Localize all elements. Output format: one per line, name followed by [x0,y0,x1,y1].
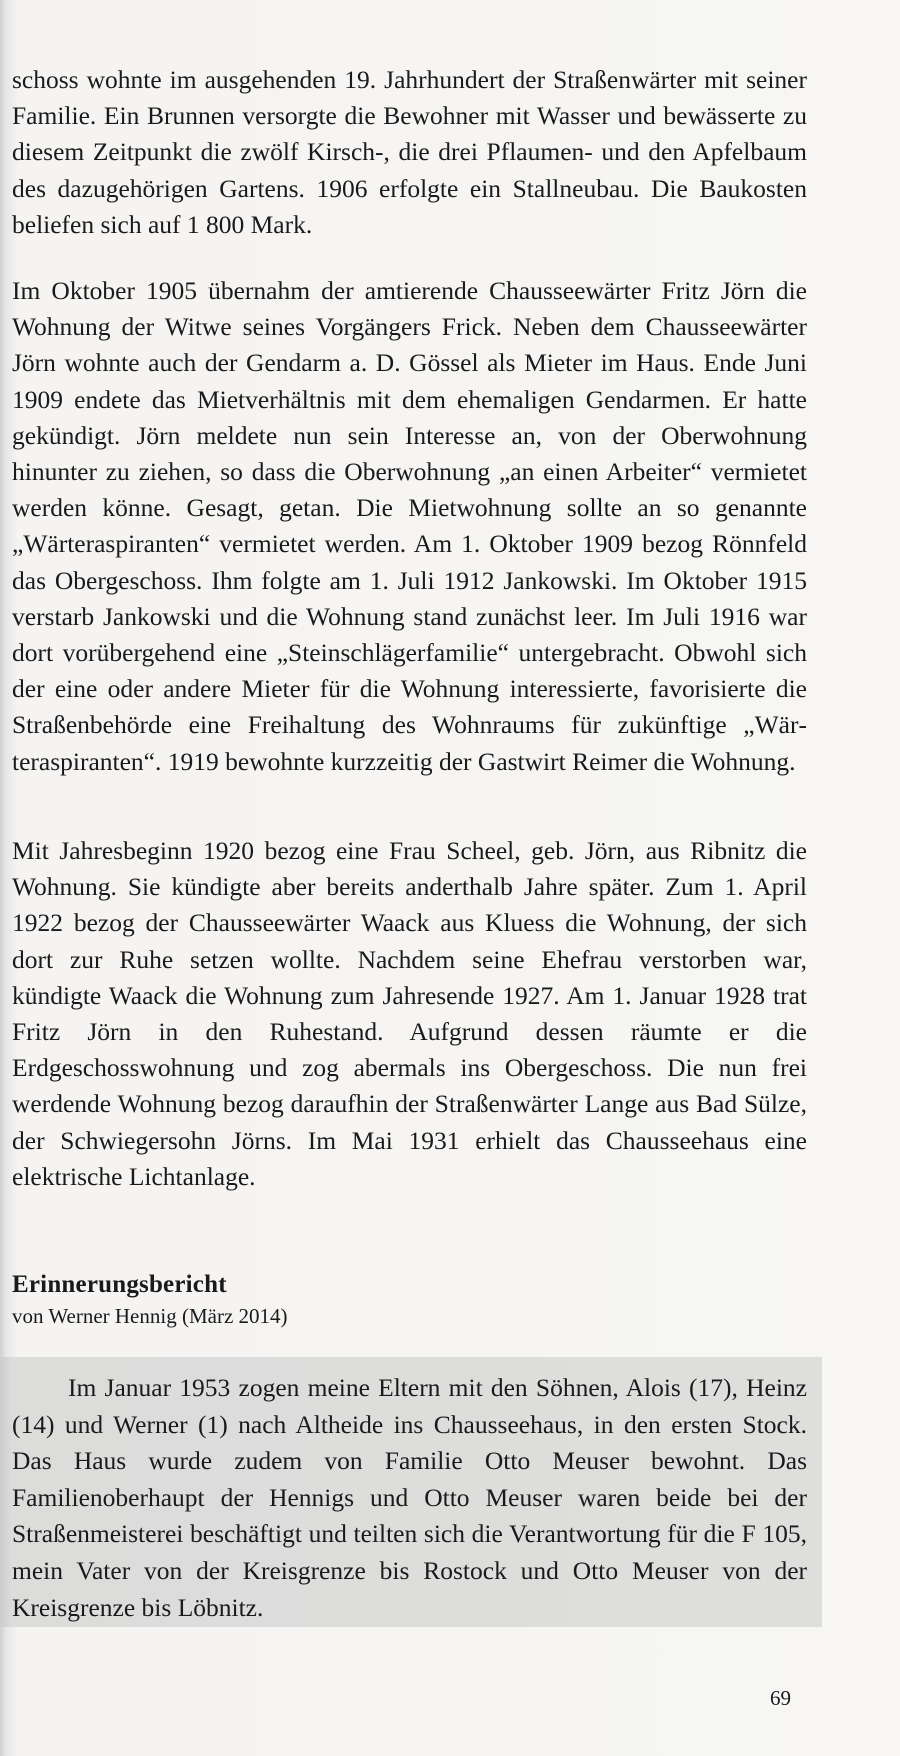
report-paragraph [12,1370,807,1626]
page-number: 69 [770,1686,791,1710]
paragraph-text: Mit Jahresbeginn 1920 bezog eine Frau Scheel, geb. Jörn, aus Ribnitz die Wohnung. Sie kündigte aber bereits anderthalb Jahre später. Zum 1. April 1922 bezog der Chausseewärter Waack aus Kluess die Wohnung, der sich dort zur Ruhe setzen wollte. Nachdem seine Ehefrau verstorben war, kündigte Waack die Wohnung zum Jahresende 1927. Am 1. Januar 1928 trat Fritz Jörn in den Ruhestand. Aufgrund dessen räumte er die Erdgeschosswohnung und zog abermals ins Obergeschoss. Die nun frei werdende Wohnung bezog daraufhin der Straßenwärter Lange aus Bad Sülze, der Schwiegersohn Jörns. Im Mai 1931 erhielt das Chausseehaus eine elektrische Lichtanlage. [12,836,807,1191]
body-paragraph-2 [12,273,807,780]
body-paragraph-1 [12,62,807,243]
body-paragraph-3 [12,833,807,1195]
paragraph-text: schoss wohnte im ausgehenden 19. Jahrhundert der Straßenwärter mit seiner Familie. Ein Brunnen versorgte die Bewohner mit Wasser und bewässerte zu diesem Zeitpunkt die zwölf Kirsch-, die drei Pflaumen- und den Apfelbaum des dazugehörigen Gartens. 1906 erfolgte ein Stallneubau. Die Baukosten beliefen sich auf 1 800 Mark. [12,65,807,239]
paragraph-text: Im Oktober 1905 übernahm der amtierende Chausseewärter Fritz Jörn die Wohnung der Witwe seines Vorgängers Frick. Neben dem Chausseewärter Jörn wohnte auch der Gendarm a. D. Gössel als Mieter im Haus. Ende Juni 1909 endete das Mietverhältnis mit dem ehemaligen Gendarmen. Er hatte gekündigt. Jörn meldete nun sein Interesse an, von der Oberwohnung hinunter zu ziehen, so dass die Oberwohnung „an einen Arbeiter“ vermietet werden könne. Gesagt, getan. Die Mietwohnung sollte an so genannte „Wärteraspiranten“ vermietet werden. Am 1. Oktober 1909 bezog Rönnfeld das Obergeschoss. Ihm folgte am 1. Juli 1912 Jankowski. Im Oktober 1915 verstarb Jankowski und die Wohnung stand zunächst leer. Im Juli 1916 war dort vorübergehend eine „Steinschlägerfamilie“ untergebracht. Obwohl sich der eine oder andere Mieter für die Wohnung interessierte, favorisierte die Straßenbehörde eine Freihaltung des Wohnraums für zukünftige „Wärteraspiranten“. 1919 bewohnte kurzzeitig der Gastwirt Reimer die Wohnung. [12,276,807,776]
section-byline: von Werner Hennig (März 2014) [12,1304,288,1328]
report-text: Im Januar 1953 zogen meine Eltern mit den Söhnen, Alois (17), Heinz (14) und Werner (1) nach Altheide ins Chausseehaus, in den ersten Stock. Das Haus wurde zudem von Familie Otto Meuser bewohnt. Das Familienoberhaupt der Hennigs und Otto Meuser waren beide bei der Straßenmeisterei beschäftigt und teilten sich die Verantwortung für die F 105, mein Vater von der Kreisgrenze bis Rostock und Otto Meuser von der Kreisgrenze bis Löbnitz. [12,1373,807,1622]
section-heading: Erinnerungsbericht [12,1271,227,1298]
